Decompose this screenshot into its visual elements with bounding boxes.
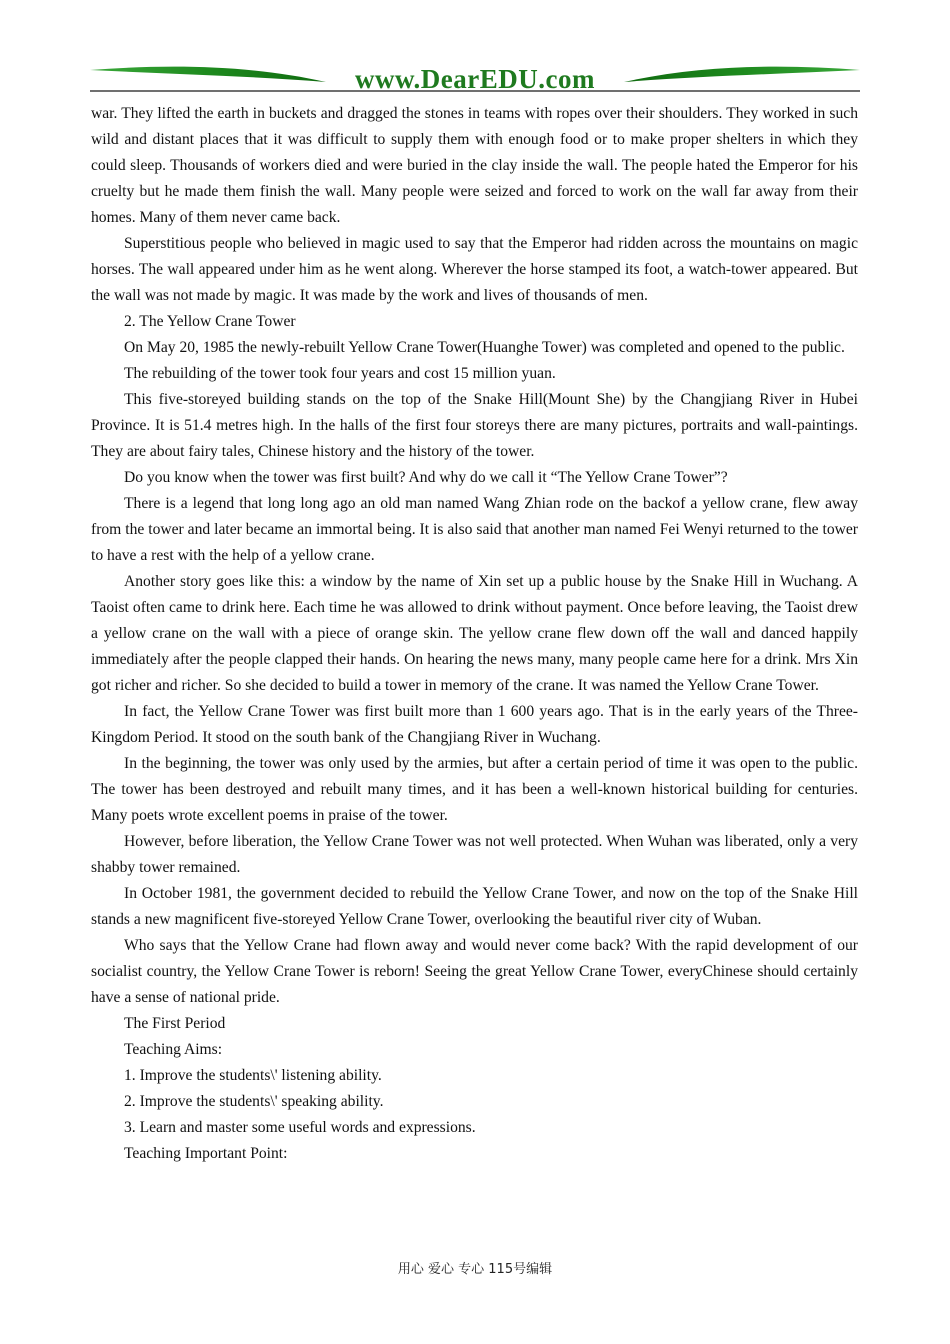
paragraph: There is a legend that long long ago an old man named Wang Zhian rode on the backof a yellow crane, flew away from the tower and later became an immortal being. It is also said that another man named Fei Wenyi returned to the tower to have a rest with the help of a yellow crane. [91, 495, 858, 564]
paragraph: 2. The Yellow Crane Tower [124, 313, 296, 330]
document-body [91, 101, 858, 1167]
paragraph: Teaching Aims: [124, 1041, 223, 1058]
paragraph: Superstitious people who believed in magic used to say that the Emperor had ridden across the mountains on magic horses. The wall appeared under him as he went along. Wherever the horse stamped its foot, a watch-tower appeared. But the wall was not made by magic. It was made by the work and lives of thousands of men. [91, 235, 858, 304]
paragraph: 2. Improve the students\' speaking ability. [124, 1093, 384, 1110]
page-header [90, 62, 860, 96]
paragraph: Do you know when the tower was first built? And why do we call it “The Yellow Crane Tower”? [124, 469, 728, 486]
paragraph: This five-storeyed building stands on the top of the Snake Hill(Mount She) by the Changjiang River in Hubei Province. It is 51.4 metres high. In the halls of the first four storeys there are many pictures, portraits and wall-paintings. They are about fairy tales, Chinese history and the history of the tower. [91, 391, 858, 460]
paragraph: However, before liberation, the Yellow Crane Tower was not well protected. When Wuhan was liberated, only a very shabby tower remained. [91, 833, 858, 876]
paragraph: The rebuilding of the tower took four years and cost 15 million yuan. [124, 365, 556, 382]
page-footer: 用心 爱心 专心 115号编辑 [397, 1262, 553, 1277]
paragraph: In October 1981, the government decided to rebuild the Yellow Crane Tower, and now on the top of the Snake Hill stands a new magnificent five-storeyed Yellow Crane Tower, overlooking the beautiful river city of Wuban. [91, 885, 858, 928]
site-logo-text: www.DearEDU.com [355, 64, 595, 94]
paragraph: 3. Learn and master some useful words and expressions. [124, 1119, 476, 1136]
paragraph: The First Period [124, 1015, 226, 1032]
paragraph: Teaching Important Point: [124, 1145, 288, 1162]
paragraph: Another story goes like this: a window by the name of Xin set up a public house by the Snake Hill in Wuchang. A Taoist often came to drink here. Each time he was allowed to drink without payment. Once before leaving, the Taoist drew a yellow crane on the wall with a piece of orange skin. The yellow crane flew down off the wall and danced happily immediately after the people clapped their hands. On hearing the news many, many people came here for a drink. Mrs Xin got richer and richer. So she decided to build a tower in memory of the crane. It was named the Yellow Crane Tower. [91, 573, 858, 694]
paragraph: war. They lifted the earth in buckets and dragged the stones in teams with ropes over their shoulders. They worked in such wild and distant places that it was difficult to supply them with enough food or to make proper shelters in which they could sleep. Thousands of workers died and were buried in the clay inside the wall. The people hated the Emperor for his cruelty but he made them finish the wall. Many people were seized and forced to work on the wall far away from their homes. Many of them never came back. [91, 105, 858, 226]
paragraph: In the beginning, the tower was only used by the armies, but after a certain period of time it was open to the public. The tower has been destroyed and rebuilt many times, and it has been a well-known historical building for centuries. Many poets wrote excellent poems in praise of the tower. [91, 755, 858, 824]
paragraph: 1. Improve the students\' listening ability. [124, 1067, 382, 1084]
paragraph: Who says that the Yellow Crane had flown away and would never come back? With the rapid development of our socialist country, the Yellow Crane Tower is reborn! Seeing the great Yellow Crane Tower, everyChinese should certainly have a sense of national pride. [91, 937, 858, 1006]
paragraph: In fact, the Yellow Crane Tower was first built more than 1 600 years ago. That is in the early years of the Three-Kingdom Period. It stood on the south bank of the Changjiang River in Wuchang. [91, 703, 858, 746]
paragraph: On May 20, 1985 the newly-rebuilt Yellow Crane Tower(Huanghe Tower) was completed and opened to the public. [124, 339, 845, 356]
